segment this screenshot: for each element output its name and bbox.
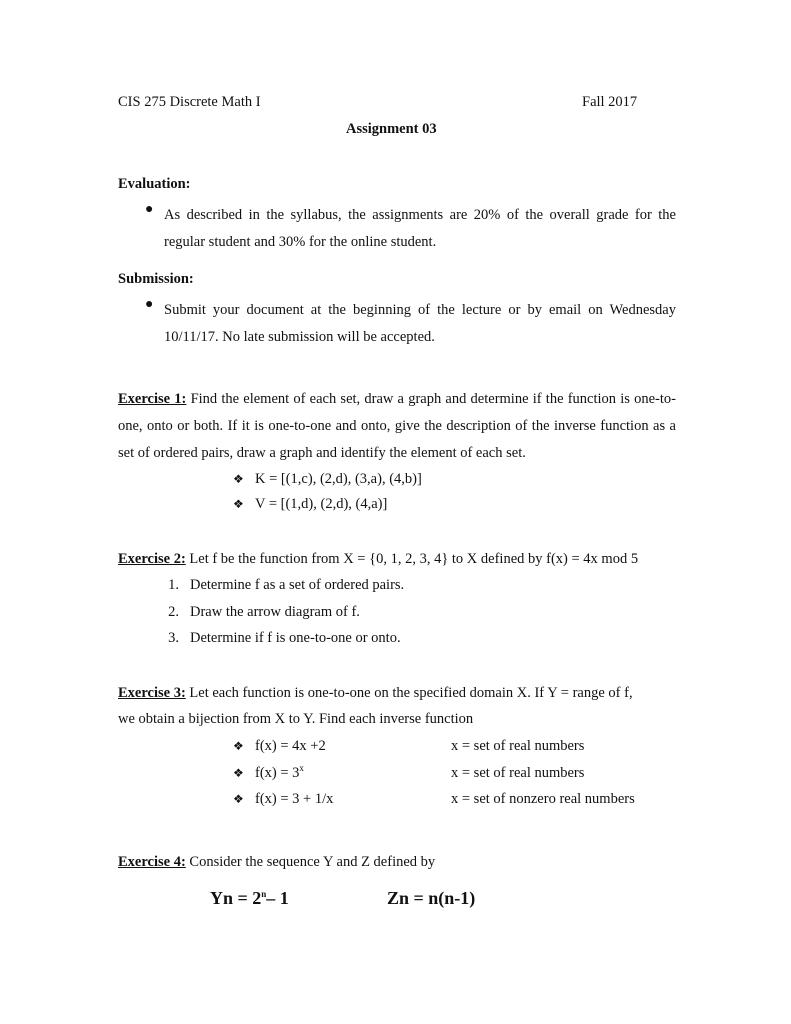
exercise-3-domain-2: x = set of real numbers — [451, 765, 585, 781]
diamond-bullet-icon: ❖ — [233, 497, 244, 511]
exercise-1-item-v: ❖ V = [(1,d), (2,d), (4,a)] — [233, 496, 388, 512]
exercise-1-paragraph — [118, 386, 676, 467]
exercise-2-paragraph — [118, 551, 638, 568]
exercise-3-func-2: ❖ $f(x) = 3^x$ — [233, 763, 304, 781]
assignment-title: Assignment 03 — [346, 121, 437, 137]
exercise-4-label: Exercise 4: — [118, 854, 186, 870]
exercise-2-text: Let f be the function from X = {0, 1, 2, 3, 4} to X defined by f(x) = 4x mod 5 — [185, 551, 639, 567]
equation-zn: Zn = n(n-1) — [387, 888, 476, 908]
exercise-2-item-2: 2. Draw the arrow diagram of f. — [168, 604, 360, 620]
diamond-bullet-icon: ❖ — [233, 766, 244, 780]
exercise-3-line-1: Exercise 3: Let each function is one-to-one on the specified domain X. If Y = range of f, — [118, 685, 633, 701]
exercise-1-label: Exercise 1: — [118, 391, 187, 407]
diamond-bullet-icon: ❖ — [233, 739, 244, 753]
exercise-3-domain-1: x = set of real numbers — [451, 738, 585, 754]
exercise-1-item-k: ❖ K = [(1,c), (2,d), (3,a), (4,b)] — [233, 471, 422, 487]
exercise-3-line-2: we obtain a bijection from X to Y. Find each inverse function — [118, 711, 474, 727]
exercise-2-label: Exercise 2: — [118, 551, 186, 567]
course-name: CIS 275 Discrete Math I — [118, 94, 261, 110]
exercise-3-domain-3: x = set of nonzero real numbers — [451, 791, 635, 807]
exercise-1-text: Find the element of each set, draw a graph and determine if the function is one-to-one, onto or both. If it is one-to-one and onto, give the description of the inverse function as a set of ordered pairs, draw a graph and identify the element of each set. — [118, 391, 676, 461]
term: Fall 2017 — [582, 94, 638, 110]
equation-yn: $Yn = 2^n-$ 1 — [210, 888, 289, 908]
exercise-3-label: Exercise 3: — [118, 685, 186, 701]
submission-text: Submit your document at the beginning of the lecture or by email on Wednesday 10/11/17. No late submission will be accepted. — [164, 302, 676, 345]
bullet-icon: ● — [145, 297, 154, 312]
diamond-bullet-icon: ❖ — [233, 792, 244, 806]
exercise-3-func-3: ❖ f(x) = 3 + 1/x — [233, 791, 334, 807]
submission-heading: Submission: — [118, 271, 194, 287]
exercise-4-paragraph: Exercise 4: Consider the sequence Y and Z defined by — [118, 854, 436, 870]
diamond-bullet-icon: ❖ — [233, 472, 244, 486]
exercise-3-func-1: ❖ f(x) = 4x +2 — [233, 738, 326, 754]
exercise-2-item-1: 1. Determine f as a set of ordered pairs. — [168, 577, 405, 593]
exercise-2-item-3: 3. Determine if f is one-to-one or onto. — [168, 630, 401, 646]
evaluation-heading: Evaluation: — [118, 176, 191, 192]
evaluation-text: As described in the syllabus, the assignments are 20% of the overall grade for the regular student and 30% for the online student. — [164, 207, 676, 250]
bullet-icon: ● — [145, 202, 154, 217]
